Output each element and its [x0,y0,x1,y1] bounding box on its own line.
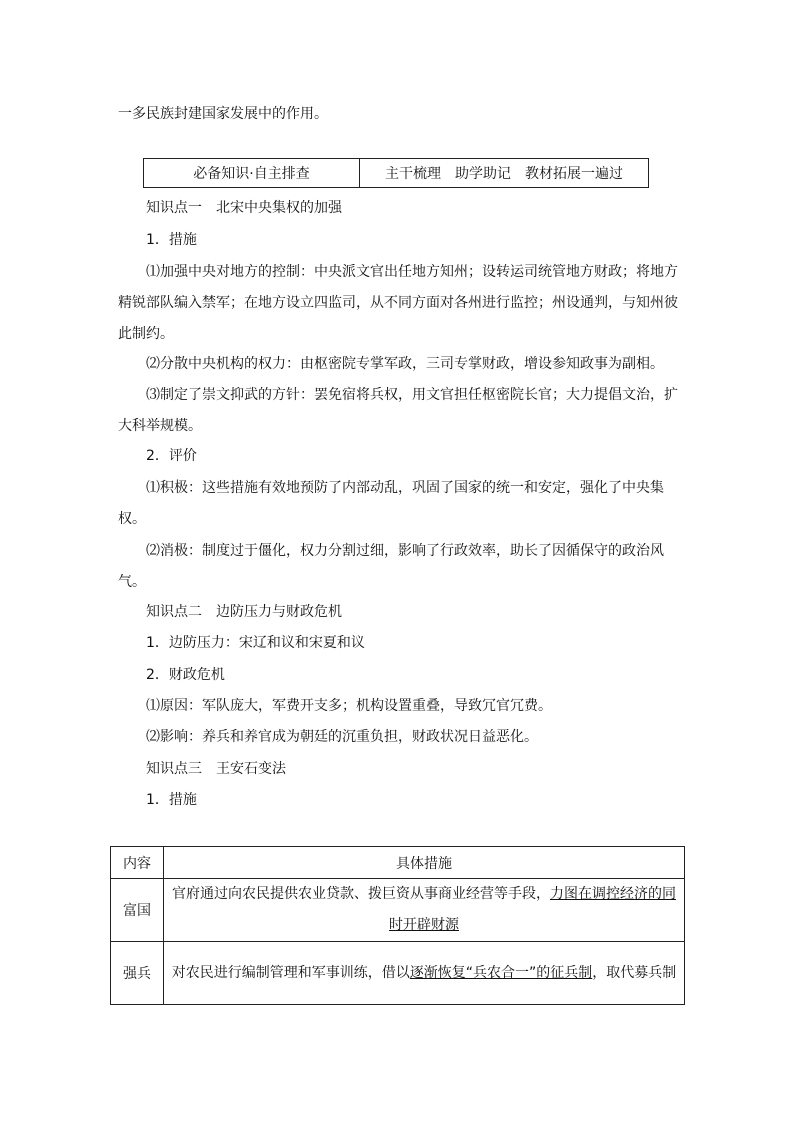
kp2-s2-paragraph-2: ⑵影响：养兵和养官成为朝廷的沉重负担，财政状况日益恶化。 [146,729,538,745]
kp1-s1-paragraph-1: ⑴加强中央对地方的控制：中央派文官出任地方知州；设转运司统管地方财政；将地方精锐部队编入禁军；在地方设立四监司，从不同方面对各州进行监控；州设通判，与知州彼此制约。 [118,264,678,342]
kp2-s2-title: 2．财政危机 [146,667,225,683]
section-banner [143,158,649,188]
row-measure-strengthen-army [164,942,685,1005]
col-header-measures: 具体措施 [164,847,685,879]
row-measure-enrich-state [164,879,685,942]
measure-text: 官府通过向农民提供农业贷款、拨巨资从事商业经营等手段， [172,886,550,902]
kp1-s1-paragraph-2: ⑵分散中央机构的权力：由枢密院专掌军政，三司专掌财政，增设参知政事为副相。 [146,356,664,372]
kp1-s2-paragraph-2: ⑵消极：制度过于僵化，权力分割过细，影响了行政效率，助长了因循保守的政治风气。 [118,543,664,590]
kp2-s2-paragraph-1: ⑴原因：军队庞大，军费开支多；机构设置重叠，导致冗官冗费。 [146,698,552,714]
kp3-s1-title: 1．措施 [146,792,197,808]
col-header-content: 内容 [111,847,164,879]
measure-text-tail: ，取代募兵制 [592,964,677,981]
table-row [111,942,685,1005]
measure-text: 对农民进行编制管理和军事训练，借以 [171,964,410,981]
kp1-s2-paragraph-1: ⑴积极：这些措施有效地预防了内部动乱，巩固了国家的统一和安定，强化了中央集权。 [118,480,664,527]
banner-right-label: 主干梳理 助学助记 教材拓展一遍过 [385,166,623,182]
kp1-title: 知识点一 北宋中央集权的加强 [146,200,342,216]
intro-line: 一多民族封建国家发展中的作用。 [118,106,328,122]
kp1-s1-paragraph-3: ⑶制定了崇文抑武的方针：罢免宿将兵权，用文官担任枢密院长官；大力提倡文治，扩大科举规模。 [118,387,678,434]
kp3-title: 知识点三 王安石变法 [146,761,286,777]
kp1-s2-title: 2．评价 [146,448,197,464]
kp2-s1: 1．边防压力：宋辽和议和宋夏和议 [146,635,365,651]
measure-underlined-text: 力图在调控经济的同时开辟财源 [389,886,676,933]
banner-left-label: 必备知识·自主排查 [144,159,360,187]
measure-underlined-text: 逐渐恢复“兵农合一”的征兵制 [409,964,593,981]
row-key-enrich-state: 富国 [111,879,164,942]
kp1-s1-title: 1．措施 [146,232,197,248]
table-row [111,879,685,942]
row-key-strengthen-army: 强兵 [111,942,164,1005]
measures-table [110,846,685,1005]
table-header-row [111,847,685,879]
kp2-title: 知识点二 边防压力与财政危机 [146,604,342,620]
